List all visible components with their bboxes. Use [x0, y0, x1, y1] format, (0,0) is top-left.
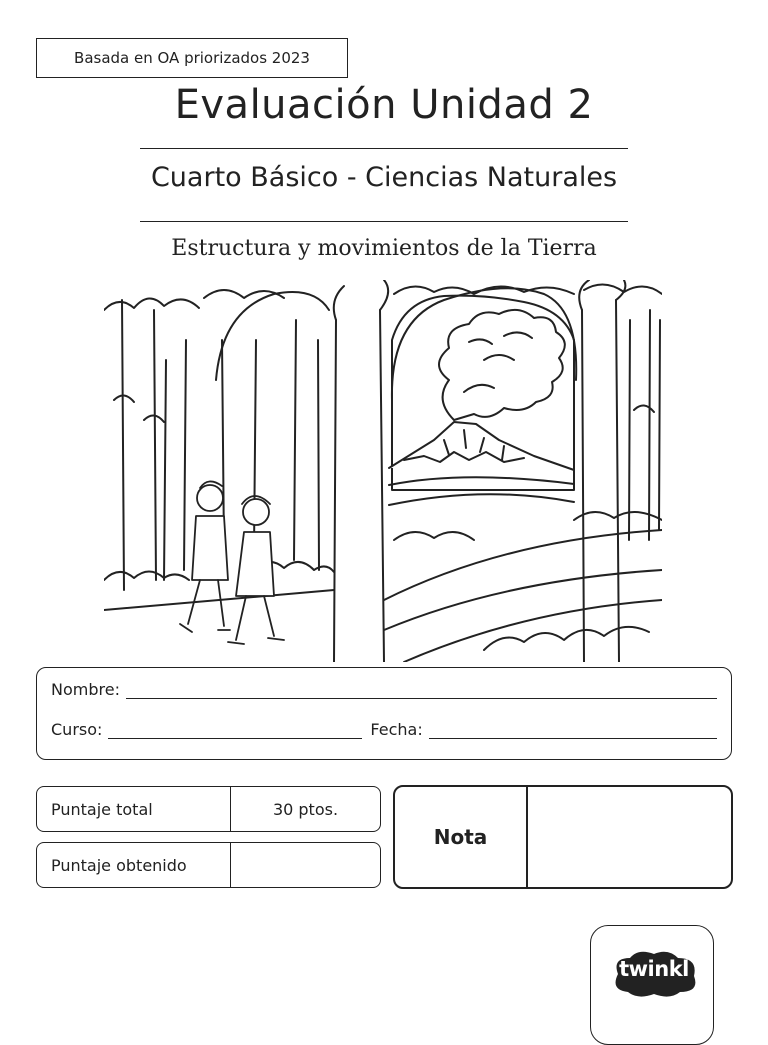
subtitle-rule	[140, 221, 628, 222]
date-label: Fecha:	[370, 720, 423, 739]
logo-text: twinkl	[619, 957, 689, 981]
name-row	[51, 680, 717, 699]
grade-value[interactable]	[528, 787, 731, 887]
forest-volcano-illustration	[104, 280, 662, 662]
title-rule	[140, 148, 628, 149]
grade-box	[393, 785, 733, 889]
grade-label: Nota	[395, 787, 528, 887]
total-score-label: Puntaje total	[37, 787, 231, 831]
student-info-box	[36, 667, 732, 760]
total-score-box	[36, 786, 381, 832]
page-subtitle: Cuarto Básico - Ciencias Naturales	[150, 162, 618, 193]
total-score-value: 30 ptos.	[272, 799, 339, 819]
course-label: Curso:	[51, 720, 103, 739]
name-field[interactable]	[126, 682, 717, 699]
oa-tag-text: Basada en OA priorizados 2023	[74, 49, 310, 67]
obtained-score-label: Puntaje obtenido	[37, 843, 231, 887]
name-label: Nombre:	[51, 680, 120, 699]
page-title: Evaluación Unidad 2	[174, 82, 594, 128]
obtained-score-value[interactable]	[231, 843, 380, 887]
course-date-row	[51, 720, 717, 739]
obtained-score-box	[36, 842, 381, 888]
course-field[interactable]	[108, 722, 362, 739]
topic-title: Estructura y movimientos de la Tierra	[171, 236, 597, 261]
date-field[interactable]	[429, 722, 717, 739]
oa-tag	[36, 38, 348, 78]
